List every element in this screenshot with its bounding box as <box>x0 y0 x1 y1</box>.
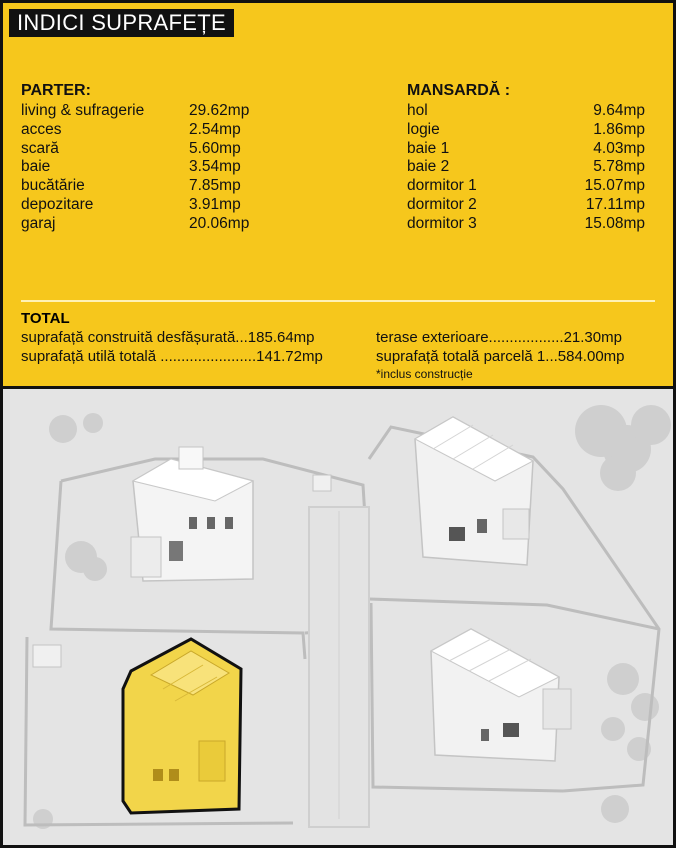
room-row <box>21 196 321 215</box>
room-label: dormitor 1 <box>407 177 477 195</box>
room-label: acces <box>21 120 62 138</box>
room-area: 2.54mp <box>189 120 241 138</box>
room-row <box>407 140 667 159</box>
room-area: 9.64mp <box>593 102 645 119</box>
room-area: 5.60mp <box>189 139 241 157</box>
useful-area-total: suprafață utilă totală .......................141.72mp <box>21 348 323 365</box>
room-row <box>21 121 321 140</box>
room-area: 17.11mp <box>585 195 645 213</box>
room-area: 4.03mp <box>593 139 645 157</box>
aerial-site-render <box>3 386 673 848</box>
footnote: *inclus construcție <box>376 367 473 381</box>
room-row <box>407 121 667 140</box>
room-label: depozitare <box>21 195 94 213</box>
room-area: 7.85mp <box>189 177 241 195</box>
parter-heading: PARTER: <box>21 82 91 99</box>
built-area-total: suprafață construită desfășurată...185.64mp <box>21 329 315 346</box>
room-label: baie <box>21 158 51 176</box>
room-row <box>21 140 321 159</box>
section-divider <box>21 300 655 302</box>
room-label: living & sufragerie <box>21 102 145 119</box>
room-area: 20.06mp <box>189 214 250 232</box>
area-index-panel <box>3 3 673 386</box>
room-area: 5.78mp <box>593 158 645 176</box>
highlighted-house <box>123 639 241 813</box>
room-area: 1.86mp <box>593 120 645 138</box>
room-label: bucătărie <box>21 177 85 195</box>
room-row <box>407 196 667 215</box>
room-row <box>21 158 321 177</box>
total-heading: TOTAL <box>21 310 70 327</box>
room-label: baie 1 <box>407 139 450 157</box>
room-row <box>407 158 667 177</box>
room-label: garaj <box>21 214 56 232</box>
room-row <box>21 215 321 234</box>
mansarda-heading: MANSARDĂ : <box>407 82 511 99</box>
room-label: logie <box>407 120 440 138</box>
mansarda-column <box>407 82 667 234</box>
room-row <box>407 177 667 196</box>
room-area: 3.54mp <box>189 158 241 176</box>
room-area: 3.91mp <box>189 195 241 213</box>
room-label: baie 2 <box>407 158 450 176</box>
room-label: scară <box>21 139 59 157</box>
room-label: dormitor 3 <box>407 214 477 232</box>
room-area: 15.08mp <box>584 214 645 232</box>
room-row <box>21 102 321 121</box>
terraces-total: terase exterioare..................21.30mp <box>376 329 622 346</box>
parter-column <box>21 82 321 234</box>
room-label: dormitor 2 <box>407 195 477 213</box>
room-area: 29.62mp <box>189 102 250 119</box>
room-row <box>407 215 667 234</box>
room-label: hol <box>407 102 428 119</box>
room-row <box>21 177 321 196</box>
room-area: 15.07mp <box>584 177 645 195</box>
plot-area-total: suprafață totală parcelă 1...584.00mp <box>376 348 625 365</box>
room-row <box>407 102 667 121</box>
site-render-svg <box>3 389 673 848</box>
page-title: INDICI SUPRAFEȚE <box>9 9 234 37</box>
